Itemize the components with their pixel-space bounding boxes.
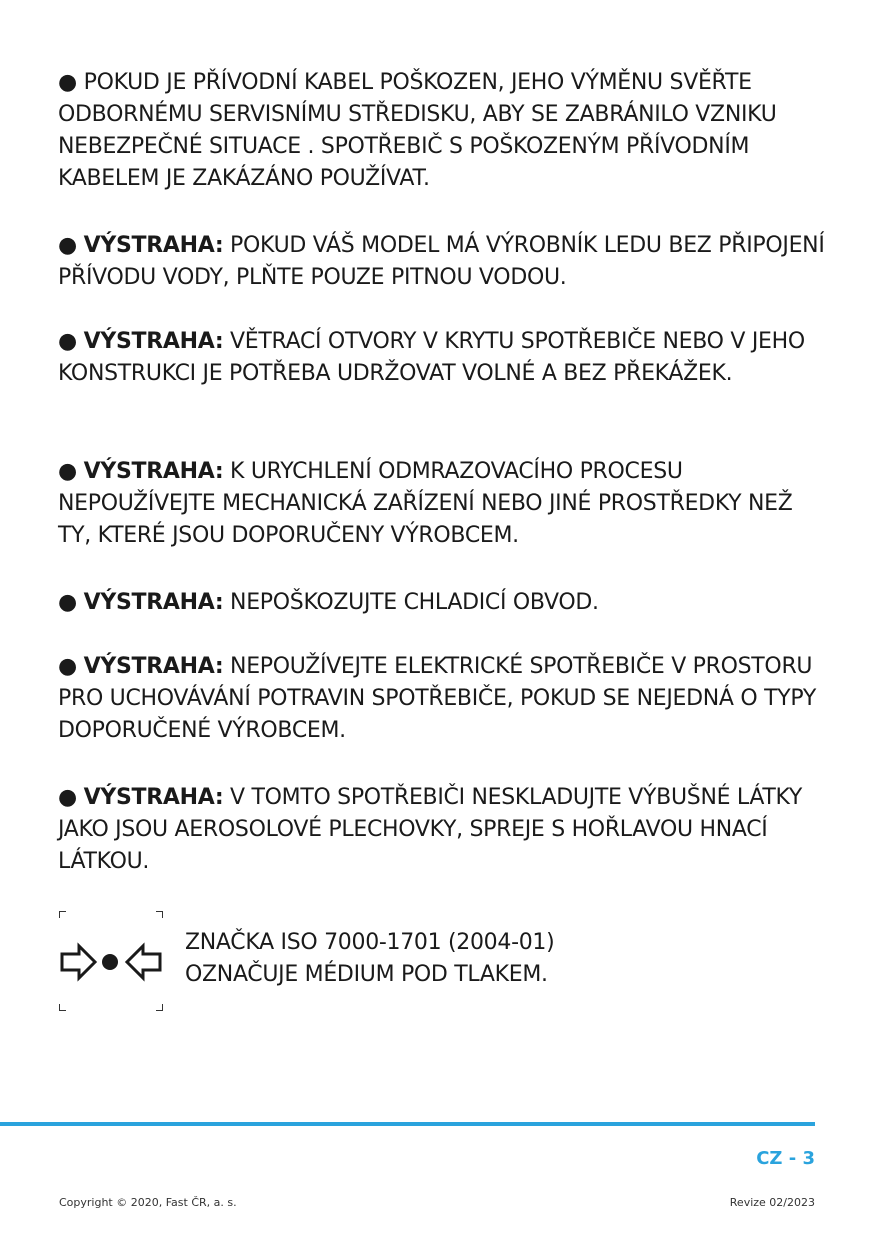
warning-label: VÝSTRAHA: <box>83 785 224 810</box>
iso-note-line2: OZNAČUJE MÉDIUM POD TLAKEM. <box>185 962 548 987</box>
pressurized-medium-icon <box>59 911 163 1011</box>
iso-7000-1701-symbol <box>59 941 163 985</box>
warning-paragraph: ● VÝSTRAHA: POKUD VÁŠ MODEL MÁ VÝROBNÍK LEDU BEZ PŘIPOJENÍ PŘÍVODU VODY, PLŇTE POUZE PITNOU VODOU. <box>58 233 825 290</box>
warning-paragraph: ● POKUD JE PŘÍVODNÍ KABEL POŠKOZEN, JEHO VÝMĚNU SVĚŘTE ODBORNÉMU SERVISNÍMU STŘEDISKU, ABY SE ZABRÁNILO VZNIKU NEBEZPEČNÉ SITUACE . SPOTŘEBIČ S POŠKOZENÝM PŘÍVODNÍM KABELEM JE ZAKÁZÁNO POUŽÍVAT. <box>58 70 777 191</box>
footer-divider <box>0 1122 815 1126</box>
warning-label: VÝSTRAHA: <box>83 459 224 484</box>
iso-note <box>185 927 785 991</box>
page-number: CZ - 3 <box>756 1148 815 1169</box>
warning-label: VÝSTRAHA: <box>83 590 224 615</box>
warning-paragraph: ● VÝSTRAHA: NEPOŠKOZUJTE CHLADICÍ OBVOD. <box>58 590 599 615</box>
revision-label: Revize 02/2023 <box>729 1196 815 1209</box>
warning-label: VÝSTRAHA: <box>83 654 224 679</box>
warning-paragraph: ● VÝSTRAHA: V TOMTO SPOTŘEBIČI NESKLADUJTE VÝBUŠNÉ LÁTKY JAKO JSOU AEROSOLOVÉ PLECHOVKY, SPREJE S HOŘLAVOU HNACÍ LÁTKOU. <box>58 785 803 874</box>
warning-paragraph: ● VÝSTRAHA: VĚTRACÍ OTVORY V KRYTU SPOTŘEBIČE NEBO V JEHO KONSTRUKCI JE POTŘEBA UDRŽOVAT VOLNÉ A BEZ PŘEKÁŽEK. <box>58 329 805 386</box>
warning-paragraph: ● VÝSTRAHA: NEPOUŽÍVEJTE ELEKTRICKÉ SPOTŘEBIČE V PROSTORU PRO UCHOVÁVÁNÍ POTRAVIN SPOTŘEBIČE, POKUD SE NEJEDNÁ O TYPY DOPORUČENÉ VÝROBCEM. <box>58 654 816 743</box>
warning-paragraph: ● VÝSTRAHA: K URYCHLENÍ ODMRAZOVACÍHO PROCESU NEPOUŽÍVEJTE MECHANICKÁ ZAŘÍZENÍ NEBO JINÉ PROSTŘEDKY NEŽ TY, KTERÉ JSOU DOPORUČENY VÝROBCEM. <box>58 459 793 548</box>
copyright-notice: Copyright © 2020, Fast ČR, a. s. <box>59 1196 237 1209</box>
warning-label: VÝSTRAHA: <box>83 233 224 258</box>
iso-note-line1: ZNAČKA ISO 7000-1701 (2004-01) <box>185 930 555 955</box>
warning-label: VÝSTRAHA: <box>83 329 224 354</box>
